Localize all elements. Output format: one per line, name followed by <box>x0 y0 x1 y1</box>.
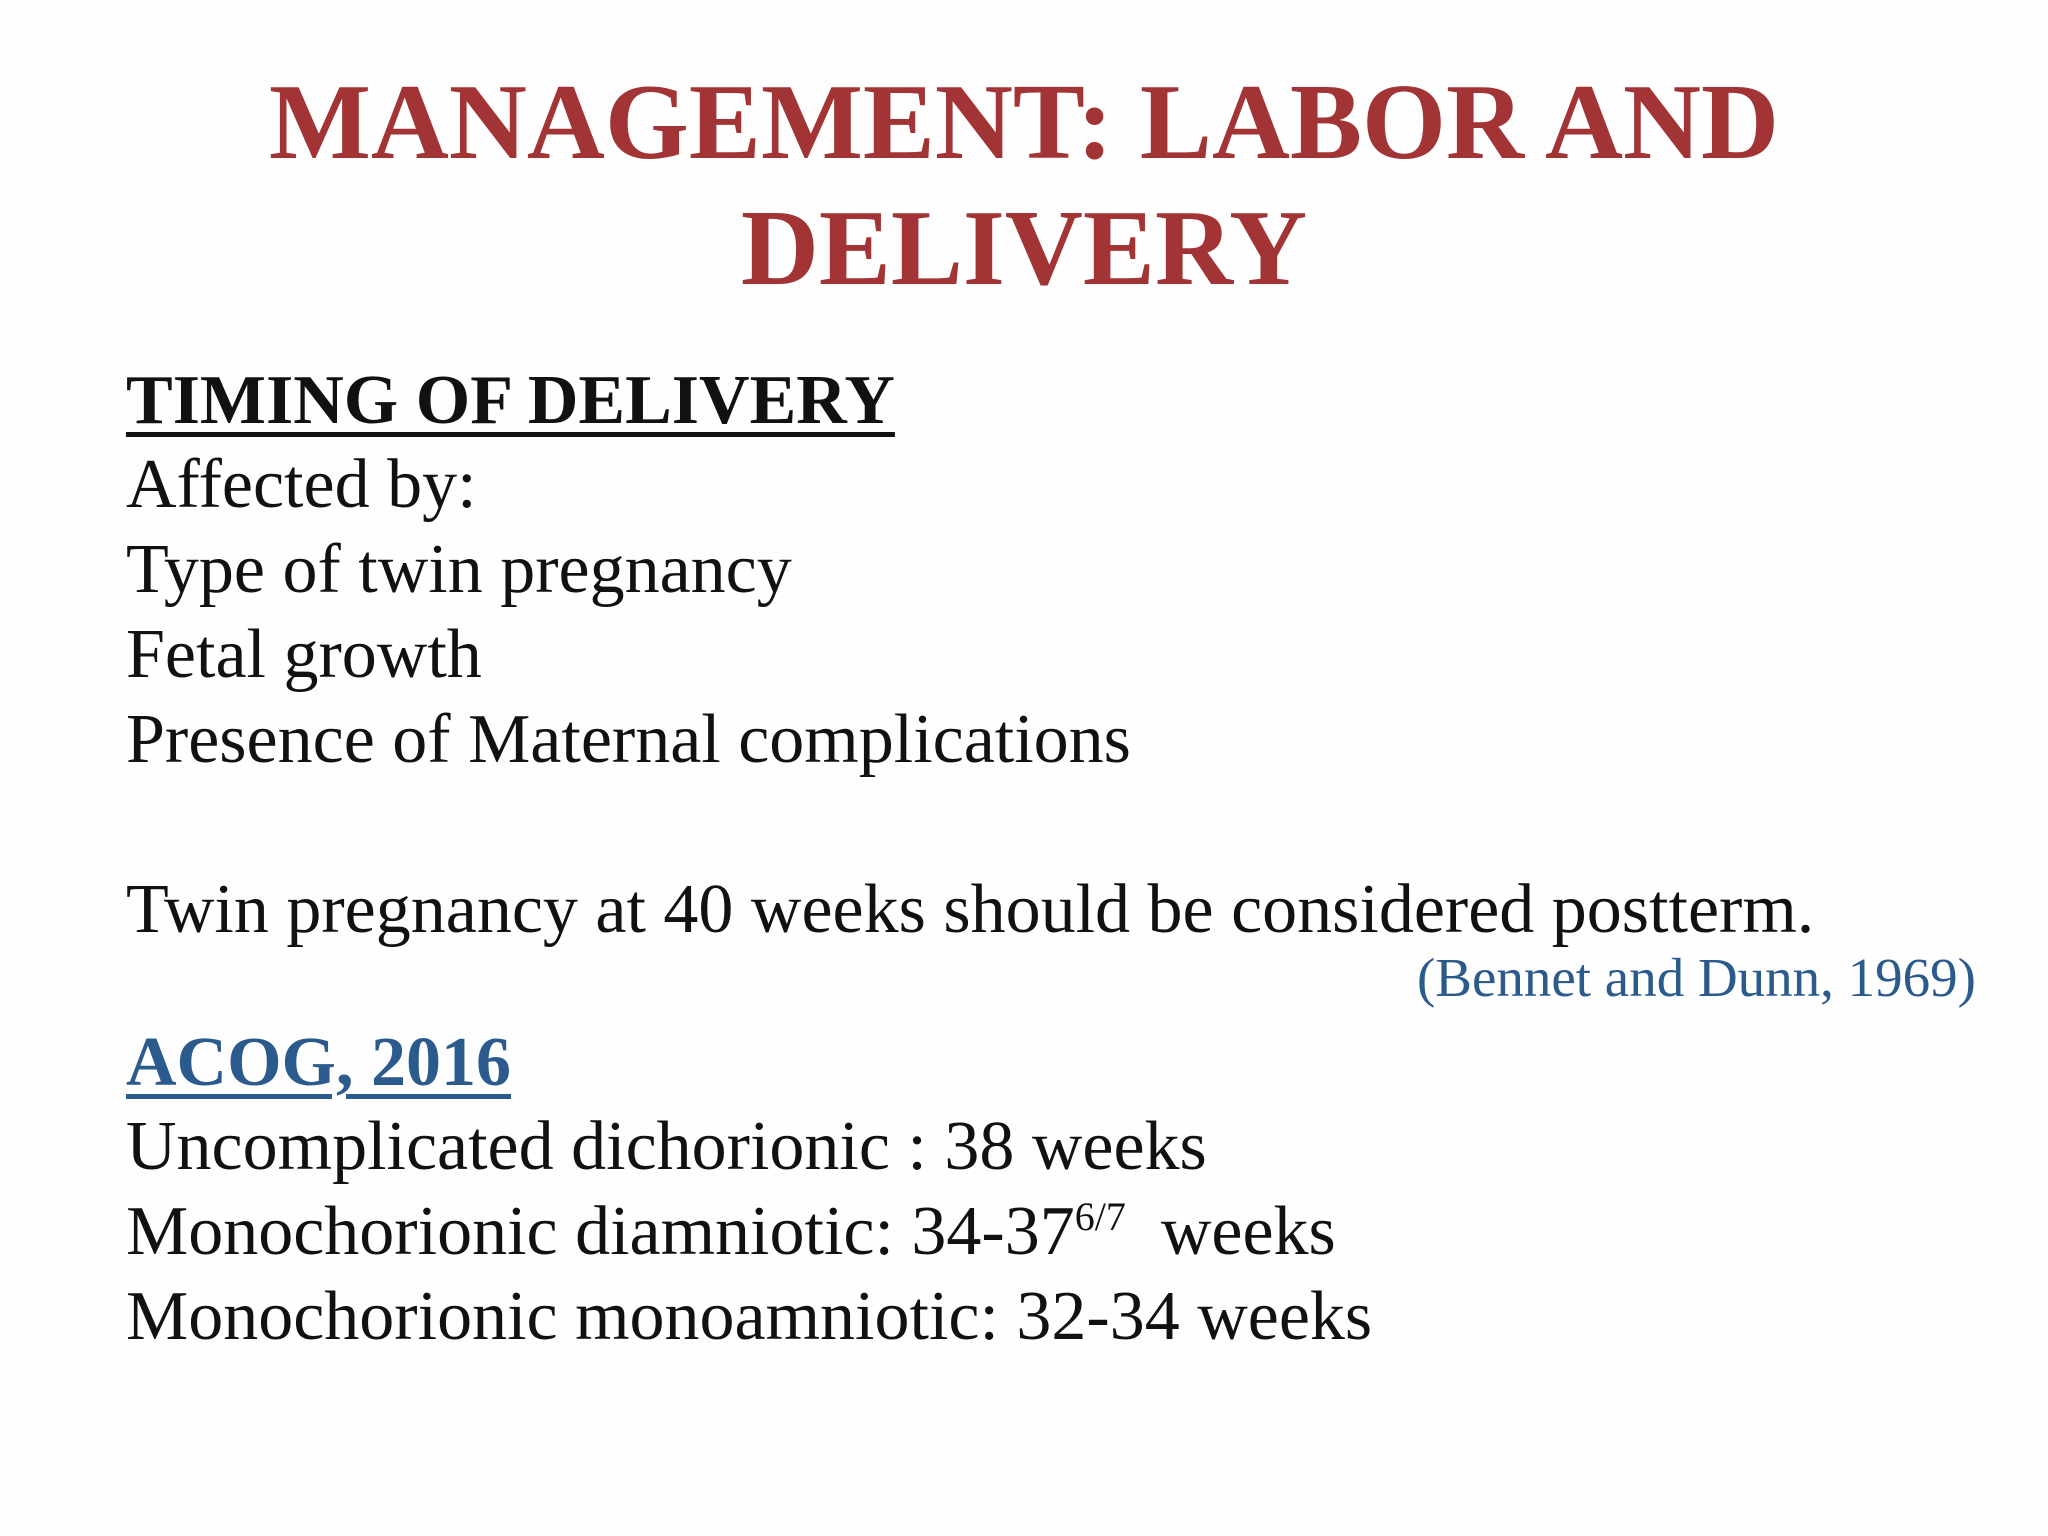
timing-heading: TIMING OF DELIVERY <box>126 362 895 439</box>
slide-body <box>126 360 1976 1359</box>
title-line-1: MANAGEMENT: LABOR AND <box>269 63 1779 182</box>
factor-twin-type: Type of twin pregnancy <box>126 531 792 608</box>
dichorionic-line: Uncomplicated dichorionic : 38 weeks <box>126 1108 1207 1185</box>
citation: (Bennet and Dunn, 1969) <box>1416 947 1976 1008</box>
diamniotic-line <box>126 1189 1976 1274</box>
title-line-2: DELIVERY <box>740 189 1308 308</box>
postterm-statement: Twin pregnancy at 40 weeks should be considered postterm. <box>126 871 1815 948</box>
factor-maternal-complications: Presence of Maternal complications <box>126 701 1131 778</box>
diamniotic-superscript: 6/7 <box>1074 1194 1126 1239</box>
factor-fetal-growth: Fetal growth <box>126 616 482 693</box>
diamniotic-suffix: weeks <box>1125 1193 1336 1270</box>
spacer <box>126 782 1976 867</box>
affected-by-label: Affected by: <box>126 446 477 523</box>
monoamniotic-line: Monochorionic monoamniotic: 32-34 weeks <box>126 1278 1373 1355</box>
diamniotic-text: Monochorionic diamniotic: 34-37 <box>126 1193 1075 1270</box>
acog-heading: ACOG, 2016 <box>126 1024 511 1101</box>
slide-title <box>0 60 2048 312</box>
